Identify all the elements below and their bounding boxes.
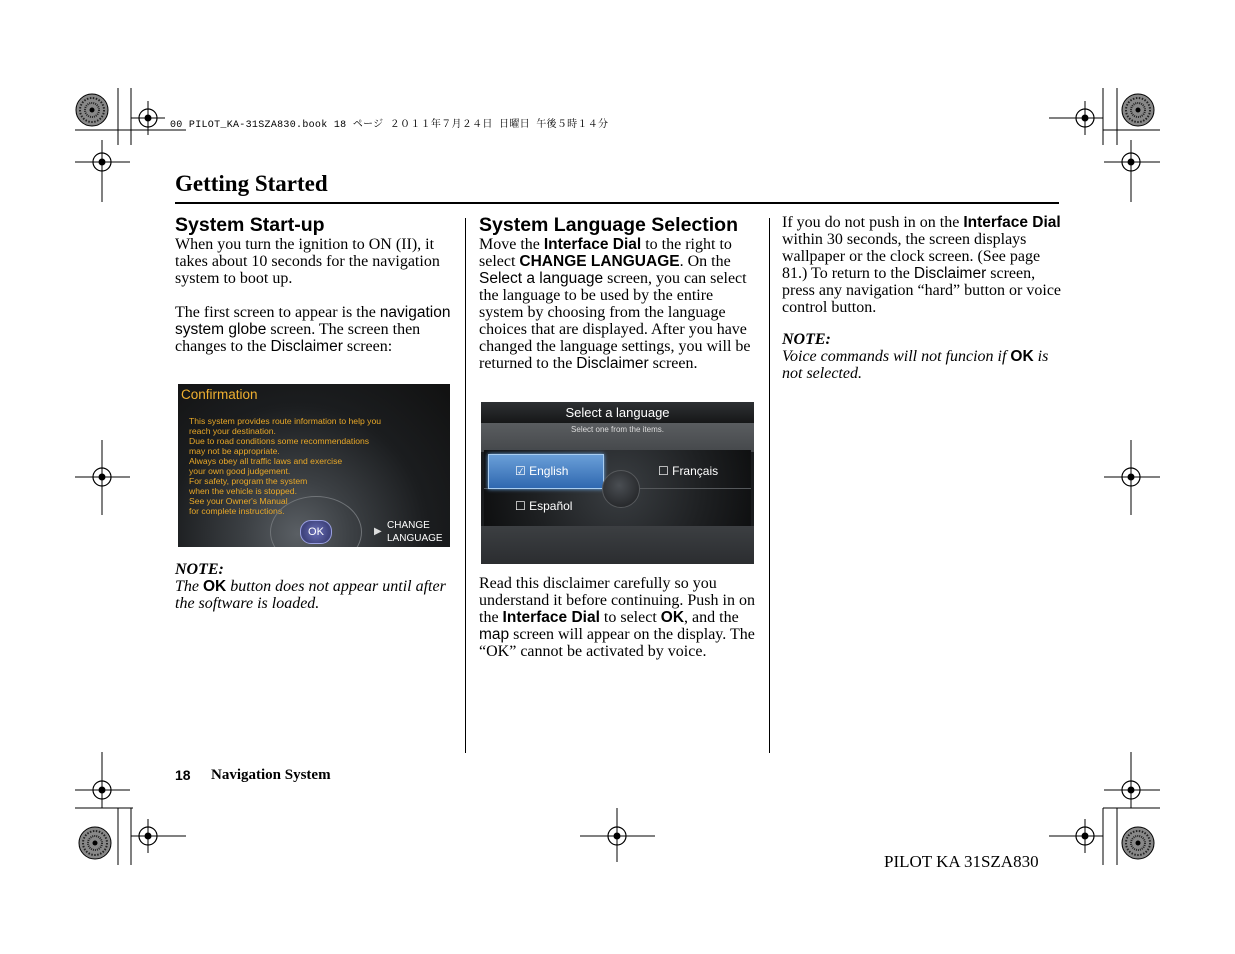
language-paragraph-1: Move the Interface Dial to the right to select CHANGE LANGUAGE. On the Select a language screen, you can select the language to be used by the entire system by choosing from the language choices that are displayed. After you have changed the language settings, you will be returned to the Disclaimer screen. (479, 236, 751, 372)
confirmation-line: may not be appropriate. (189, 446, 280, 456)
note-text: The OK button does not appear until after the software is loaded. (175, 578, 446, 612)
column-continued (782, 214, 1062, 382)
option-francais: ☐ Français (658, 464, 719, 478)
note-label: NOTE: (175, 561, 224, 578)
confirmation-title: Confirmation (181, 387, 258, 402)
confirmation-line: for complete instructions. (189, 506, 285, 516)
ui-term-ok: OK (203, 578, 227, 595)
footer-title: Navigation System (211, 767, 331, 783)
ui-term-disclaimer: Disclaimer (270, 338, 343, 355)
ui-term-interface-dial: Interface Dial (963, 214, 1061, 231)
ui-term-ok: OK (1010, 348, 1034, 365)
startup-paragraph-1: When you turn the ignition to ON (II), it takes about 10 seconds for the navigation system to boot up. (175, 236, 440, 287)
language-paragraph-2: Read this disclaimer carefully so you understand it before continuing. Push in on the Interface Dial to select OK, and the map screen will appear on the display. The “OK” cannot be activated by voice. (479, 575, 755, 660)
title-rule (175, 202, 1059, 204)
book-file-info: 00 PILOT_KA-31SZA830.book 18 ページ ２０１１年７月２４日 日曜日 午後５時１４分 (170, 120, 609, 131)
ui-term-interface-dial: Interface Dial (543, 236, 642, 253)
change-language-button: CHANGE LANGUAGE (387, 520, 443, 544)
confirmation-screenshot (178, 384, 450, 547)
confirmation-line: See your Owner's Manual (189, 496, 288, 506)
column-language-selection (479, 214, 759, 372)
model-code: PILOT KA 31SZA830 (884, 852, 1039, 871)
ui-term-change-language: CHANGE LANGUAGE (519, 253, 680, 270)
ui-term-map: map (479, 626, 510, 643)
confirmation-line: your own good judgement. (189, 466, 291, 476)
checkbox-icon: ☐ (658, 464, 669, 478)
select-language-title: Select a language (481, 402, 754, 423)
confirmation-line: reach your destination. (189, 426, 276, 436)
screen-footer-bar (481, 526, 754, 564)
confirmation-line: This system provides route information to help you (189, 416, 382, 426)
section-title: Getting Started (175, 171, 328, 196)
ok-button: OK (300, 520, 332, 544)
select-language-subtitle: Select one from the items. (481, 423, 754, 452)
heading-language-selection: System Language Selection (479, 214, 738, 236)
select-language-screenshot (481, 402, 754, 564)
column-divider-1 (465, 218, 466, 753)
ui-term-globe: navigation system globe (175, 304, 451, 338)
ui-term-select-language: Select a language (479, 270, 604, 287)
ui-term-interface-dial: Interface Dial (502, 609, 600, 626)
checkbox-icon: ☐ (515, 499, 526, 513)
heading-system-startup: System Start-up (175, 214, 325, 236)
checked-box-icon: ☑ (515, 464, 526, 478)
column-divider-2 (769, 218, 770, 753)
note-text: Voice commands will not funcion if OK is not selected. (782, 348, 1049, 382)
confirmation-line: Always obey all traffic laws and exercise (189, 456, 343, 466)
column-system-startup (175, 214, 455, 355)
ui-term-disclaimer: Disclaimer (576, 355, 649, 372)
startup-note (175, 561, 455, 612)
confirmation-line: Due to road conditions some recommendations (189, 436, 370, 446)
ui-term-disclaimer: Disclaimer (913, 265, 987, 282)
option-espanol: ☐ Español (515, 499, 573, 513)
language-paragraph-2-block (479, 575, 759, 660)
interface-dial-knob (602, 470, 640, 508)
ui-term-ok: OK (660, 609, 685, 626)
play-arrow-icon: ▶ (374, 526, 382, 537)
confirmation-line: when the vehicle is stopped. (189, 486, 297, 496)
note-label: NOTE: (782, 331, 831, 348)
language-option-panel (484, 450, 751, 526)
startup-paragraph-2: The first screen to appear is the navigation system globe screen. The screen then changes to the Disclaimer screen: (175, 304, 451, 355)
option-english: ☑ English (515, 464, 569, 478)
page-number: 18 (175, 767, 191, 783)
continued-paragraph: If you do not push in on the Interface Dial within 30 seconds, the screen displays wallpaper or the clock screen. (See page 81.) To return to the Disclaimer screen, press any navigation “hard” button or voice control button. (782, 214, 1062, 316)
confirmation-line: For safety, program the system (189, 476, 308, 486)
